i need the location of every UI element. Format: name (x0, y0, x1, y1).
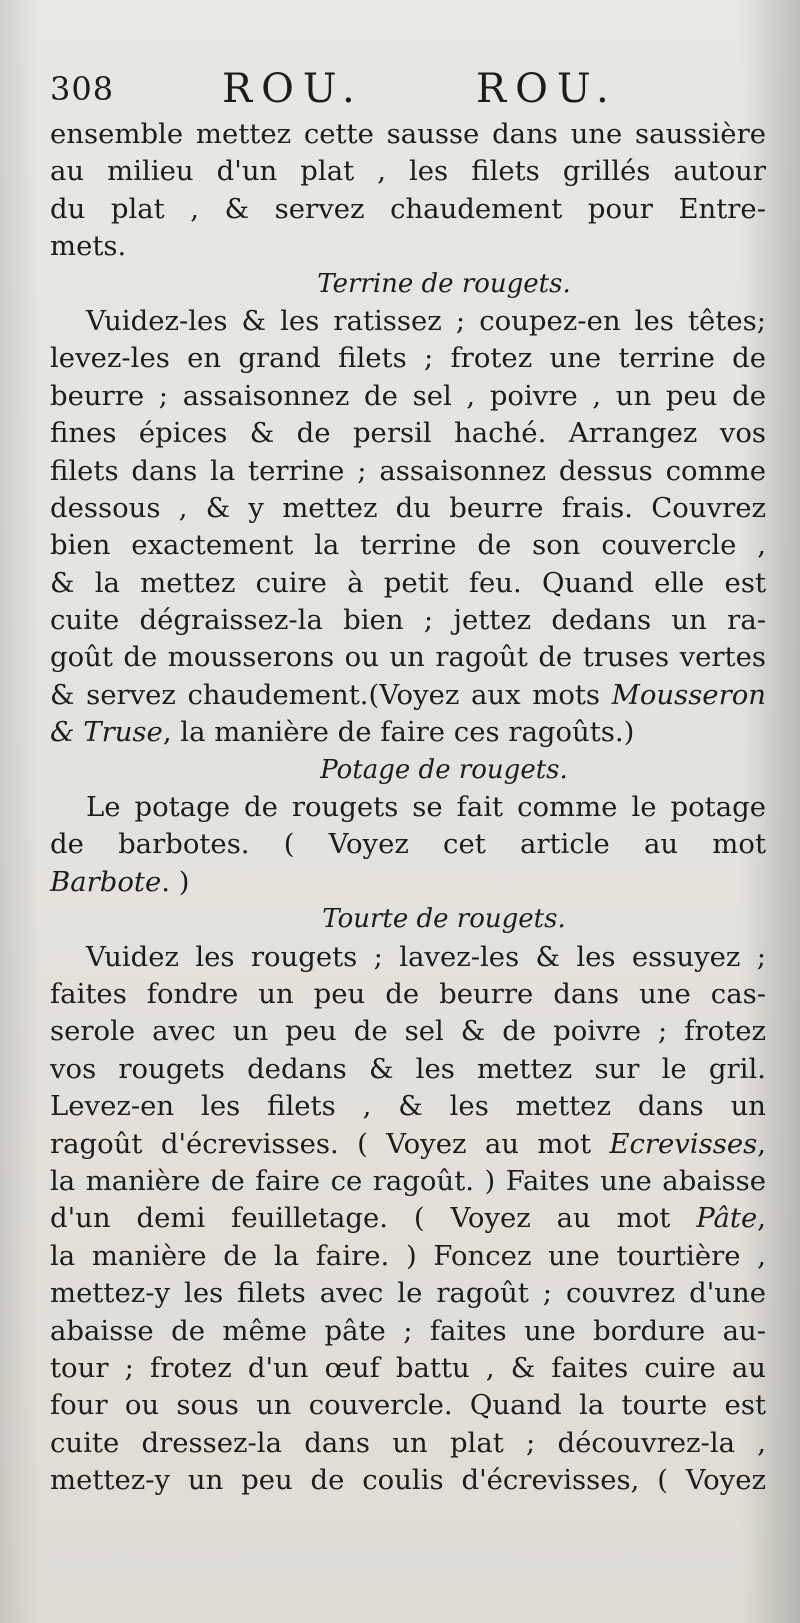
text-run: d'un demi feuilletage. ( Voyez au mot (50, 1202, 697, 1235)
text-run: , la manière de faire ces ragoûts.) (162, 716, 635, 749)
italic-term: Pâte (696, 1202, 758, 1235)
italic-term: & Truse (50, 716, 163, 749)
text-line: la manière de la faire. ) Foncez une tourtière , (50, 1239, 766, 1272)
text-line: faites fondre un peu de beurre dans une cas- (50, 977, 766, 1010)
text-line: & la mettez cuire à petit feu. Quand elle est (50, 566, 766, 599)
text-line (50, 1126, 766, 1163)
text-run: . ) (161, 865, 190, 898)
section-heading-text: Terrine de rougets. (317, 268, 571, 299)
text-line: du plat , & servez chaudement pour Entre- (50, 192, 766, 225)
text-line: abaisse de même pâte ; faites une bordure au- (50, 1314, 766, 1347)
text-run: , (757, 1202, 766, 1235)
running-head-left: ROU. (222, 66, 364, 112)
text-line: Vuidez-les & les ratissez ; coupez-en les têtes; (86, 304, 766, 337)
italic-term: Barbote (50, 865, 162, 898)
section-heading-tourte (50, 901, 766, 938)
text-line (50, 677, 766, 714)
italic-term: Ecrevisses (609, 1127, 758, 1160)
text-line: mets. (50, 230, 127, 263)
text-run: , (757, 1127, 766, 1160)
section-heading-terrine (50, 266, 766, 303)
running-head (50, 66, 770, 116)
text-line: goût de mousserons ou un ragoût de truses vertes (50, 641, 766, 674)
section-heading-potage (50, 752, 766, 789)
text-line: bien exactement la terrine de son couvercle , (50, 529, 766, 562)
text-line: Vuidez les rougets ; lavez-les & les essuyez ; (86, 940, 766, 973)
text-line: serole avec un peu de sel & de poivre ; frotez (50, 1015, 766, 1048)
text-run: & servez chaudement.(Voyez aux mots (50, 678, 612, 711)
text-line: vos rougets dedans & les mettez sur le gril. (50, 1052, 766, 1085)
text-line: beurre ; assaisonnez de sel , poivre , un peu de (50, 379, 766, 412)
italic-term: Mousseron (611, 678, 766, 711)
text-line: Levez-en les filets , & les mettez dans un (50, 1090, 766, 1123)
text-line: mettez-y un peu de coulis d'écrevisses, ( Voyez (50, 1464, 766, 1497)
text-line (50, 864, 766, 901)
body-text (50, 116, 766, 1499)
text-line: dessous , & y mettez du beurre frais. Couvrez (50, 491, 766, 524)
section-heading-text: Potage de rougets. (320, 754, 568, 785)
text-line: la manière de faire ce ragoût. ) Faites une abaisse (50, 1164, 766, 1197)
text-run: ragoût d'écrevisses. ( Voyez au mot (50, 1127, 610, 1160)
text-line: fines épices & de persil haché. Arrangez vos (50, 417, 766, 450)
running-head-right: ROU. (476, 66, 618, 112)
text-line: Le potage de rougets se fait comme le potage (86, 791, 766, 824)
text-line: ensemble mettez cette sausse dans une saussière (50, 118, 766, 150)
page-number: 308 (50, 70, 115, 108)
text-line (50, 714, 766, 751)
text-line: four ou sous un couvercle. Quand la tourte est (50, 1389, 766, 1422)
text-line: cuite dégraissez-la bien ; jettez dedans un ra- (50, 604, 766, 637)
text-line: au milieu d'un plat , les filets grillés autour (50, 155, 766, 188)
text-line: levez-les en grand filets ; frotez une terrine de (50, 342, 766, 375)
text-line: mettez-y les filets avec le ragoût ; couvrez d'une (50, 1277, 766, 1310)
text-line: cuite dressez-la dans un plat ; découvrez-la , (50, 1426, 766, 1459)
text-line (50, 1200, 766, 1237)
text-line: de barbotes. ( Voyez cet article au mot (50, 828, 766, 861)
section-heading-text: Tourte de rougets. (322, 904, 566, 935)
text-line: tour ; frotez d'un œuf battu , & faites cuire au (50, 1351, 766, 1384)
text-line: filets dans la terrine ; assaisonnez dessus comme (50, 454, 766, 487)
